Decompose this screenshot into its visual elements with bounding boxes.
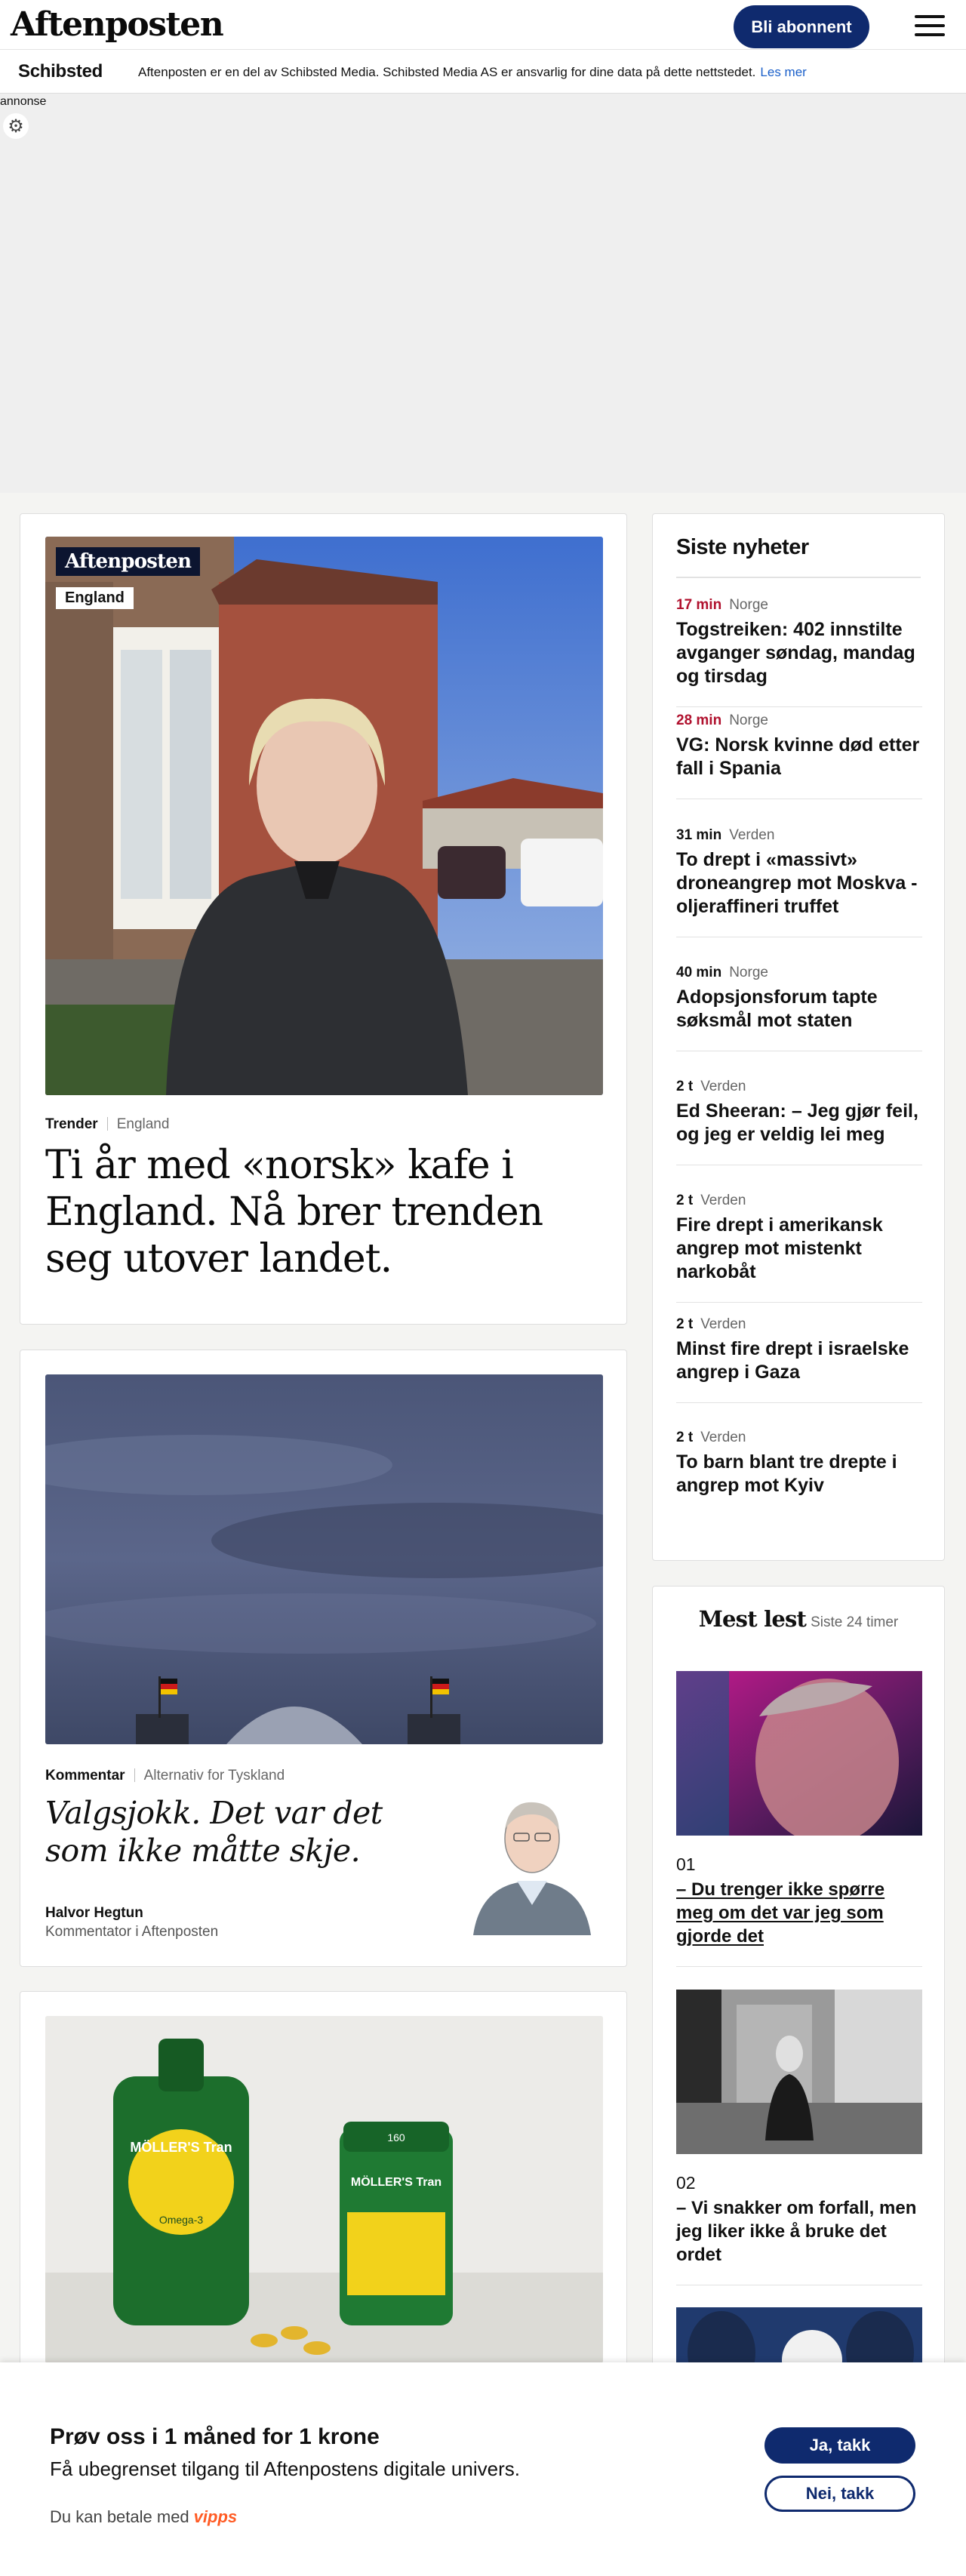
- subscription-offer-banner: [0, 2362, 966, 2576]
- aftenposten-logo[interactable]: Aftenposten: [11, 5, 223, 44]
- article-card[interactable]: [20, 1991, 627, 2368]
- author-byline: [45, 1905, 218, 1940]
- news-meta: [676, 1079, 922, 1095]
- news-headline[interactable]: Ed Sheeran: – Jeg gjør feil, og jeg er veldig lei meg: [676, 1100, 918, 1145]
- divider: [676, 706, 922, 707]
- news-item[interactable]: [676, 1316, 922, 1403]
- schibsted-bar: [0, 51, 966, 94]
- divider: [676, 1402, 922, 1403]
- news-headline[interactable]: To drept i «massivt» droneangrep mot Moskva - oljeraffineri truffet: [676, 849, 918, 917]
- article-image: [45, 1374, 603, 1744]
- news-time: 2 t: [676, 1316, 694, 1332]
- cafe-photo: [45, 537, 603, 1095]
- news-meta: [676, 597, 922, 614]
- product-photo: [45, 2016, 603, 2363]
- most-read-image: [676, 1671, 922, 1836]
- article-headline[interactable]: Valgsjokk. Det var det som ikke måtte skje.: [45, 1795, 383, 1869]
- offer-title: Prøv oss i 1 måned for 1 krone: [50, 2424, 380, 2449]
- aftenposten-badge: Aftenposten: [56, 547, 200, 576]
- article-kicker: [45, 1116, 169, 1133]
- payment-text: Du kan betale med: [50, 2507, 189, 2526]
- news-category: Verden: [729, 827, 775, 843]
- section-label: England: [116, 1116, 170, 1132]
- news-meta: [676, 1430, 922, 1446]
- kicker-label: Trender: [45, 1116, 98, 1132]
- top-header: [0, 0, 966, 50]
- most-read-panel: [652, 1586, 945, 2378]
- news-headline[interactable]: VG: Norsk kvinne død etter fall i Spania: [676, 734, 920, 779]
- storm-clouds-photo: [45, 1374, 603, 1744]
- news-item[interactable]: [676, 597, 922, 707]
- product-label: MÖLLER'S Tran: [130, 2140, 232, 2155]
- schibsted-logo: Schibsted: [18, 61, 103, 82]
- author-portrait: [466, 1792, 594, 1935]
- news-category: Norge: [729, 712, 768, 728]
- most-read-item[interactable]: [676, 1990, 922, 2285]
- news-category: Verden: [700, 1079, 746, 1094]
- kicker-label: Kommentar: [45, 1768, 125, 1784]
- latest-news-panel: [652, 513, 945, 1561]
- news-headline[interactable]: Togstreiken: 402 innstilte avganger søndag, mandag og tirsdag: [676, 619, 915, 687]
- most-read-headline[interactable]: – Vi snakker om forfall, men jeg liker ikke å bruke det ordet: [676, 2198, 917, 2265]
- author-role: Kommentator i Aftenposten: [45, 1924, 219, 1940]
- news-time: 2 t: [676, 1079, 694, 1094]
- accept-offer-button[interactable]: Ja, takk: [764, 2427, 915, 2464]
- schibsted-notice: [138, 65, 807, 80]
- news-time: 28 min: [676, 712, 722, 728]
- decline-offer-button[interactable]: Nei, takk: [764, 2476, 915, 2512]
- article-headline[interactable]: Ti år med «norsk» kafe i England. Nå brer trenden seg utover landet.: [45, 1143, 543, 1282]
- news-item[interactable]: [676, 827, 922, 937]
- most-read-title: Mest lest: [698, 1606, 807, 1632]
- news-item[interactable]: [676, 712, 922, 799]
- news-headline[interactable]: Fire drept i amerikansk angrep mot mistenkt narkobåt: [676, 1214, 883, 1282]
- most-read-period: Siste 24 timer: [811, 1614, 899, 1630]
- rank-number: 02: [676, 2173, 696, 2193]
- divider: [676, 1302, 922, 1303]
- news-meta: [676, 965, 922, 981]
- gear-icon[interactable]: ⚙: [3, 113, 29, 139]
- news-headline[interactable]: Adopsjonsforum tapte søksmål mot staten: [676, 986, 878, 1031]
- rank-number: 01: [676, 1854, 696, 1874]
- news-category: Verden: [700, 1193, 746, 1208]
- news-meta: [676, 1193, 922, 1209]
- news-time: 40 min: [676, 965, 722, 980]
- most-read-headline[interactable]: – Du trenger ikke spørre meg om det var jeg som gjorde det: [676, 1879, 885, 1947]
- read-more-link[interactable]: Les mer: [760, 65, 807, 79]
- news-time: 2 t: [676, 1430, 694, 1445]
- news-item[interactable]: [676, 1430, 922, 1497]
- news-meta: [676, 827, 922, 844]
- news-time: 31 min: [676, 827, 722, 843]
- article-image: [45, 537, 603, 1095]
- schibsted-notice-text: Aftenposten er en del av Schibsted Media. Schibsted Media AS er ansvarlig for dine data på dette nettstedet.: [138, 65, 756, 79]
- hamburger-menu-icon[interactable]: [915, 15, 945, 36]
- news-item[interactable]: [676, 1193, 922, 1303]
- product-sub-label: Omega-3: [158, 2214, 204, 2226]
- news-category: Norge: [729, 597, 768, 613]
- divider: [676, 577, 921, 578]
- article-card[interactable]: [20, 1350, 627, 1967]
- author-name: Halvor Hegtun: [45, 1905, 143, 1921]
- news-headline[interactable]: To barn blant tre drepte i angrep mot Kyiv: [676, 1451, 897, 1496]
- divider: [676, 1966, 922, 1967]
- news-time: 2 t: [676, 1193, 694, 1208]
- news-headline[interactable]: Minst fire drept i israelske angrep i Gaza: [676, 1338, 909, 1383]
- news-item[interactable]: [676, 965, 922, 1051]
- capsule-count: 160: [387, 2131, 405, 2144]
- news-category: Norge: [729, 965, 768, 980]
- news-meta: [676, 1316, 922, 1333]
- product-label-2: MÖLLER'S Tran: [350, 2176, 442, 2189]
- subscribe-button[interactable]: Bli abonnent: [734, 5, 869, 48]
- latest-news-title: Siste nyheter: [676, 535, 809, 559]
- location-tag: England: [56, 587, 134, 609]
- payment-info: [50, 2507, 237, 2527]
- news-time: 17 min: [676, 597, 722, 613]
- news-item[interactable]: [676, 1079, 922, 1165]
- ad-label: annonse: [0, 95, 47, 108]
- news-category: Verden: [700, 1316, 746, 1332]
- news-category: Verden: [700, 1430, 746, 1445]
- article-image: [45, 2016, 603, 2363]
- most-read-item[interactable]: [676, 1671, 922, 1967]
- news-meta: [676, 712, 922, 729]
- article-card[interactable]: [20, 513, 627, 1325]
- most-read-header: [653, 1606, 944, 1632]
- ad-placeholder: [0, 94, 966, 493]
- most-read-image: [676, 1990, 922, 2154]
- section-label: Alternativ for Tyskland: [143, 1768, 285, 1784]
- article-kicker: [45, 1768, 285, 1784]
- vipps-logo: vipps: [193, 2507, 238, 2526]
- offer-subtitle: Få ubegrenset tilgang til Aftenpostens digitale univers.: [50, 2458, 520, 2480]
